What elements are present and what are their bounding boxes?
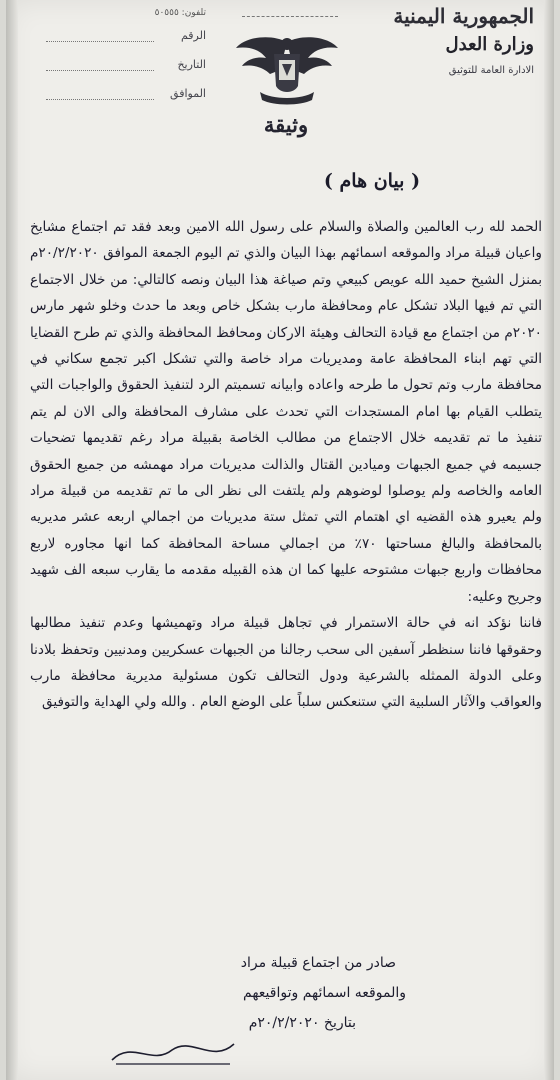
phone-number: تلفون: ٥٠٥٥٥ [154, 8, 206, 18]
letterhead-fields [46, 8, 206, 111]
department-name: الادارة العامة للتوثيق [448, 65, 534, 76]
top-stamp-line [242, 2, 338, 17]
field-date-label: التاريخ [177, 57, 206, 71]
country-name: الجمهورية اليمنية [393, 4, 534, 28]
statement-body [30, 214, 542, 716]
field-attachments-label: الموافق [170, 86, 206, 100]
field-attachments-line [46, 87, 154, 100]
field-date-line [46, 58, 154, 71]
letterhead-right [364, 4, 534, 76]
statement-heading: ( بيان هام ) [323, 170, 421, 192]
signature-line-2: والموقعه اسمائهم وتواقيعهم [243, 985, 406, 1001]
paper-edge-right [544, 0, 554, 1080]
field-attachments [46, 82, 206, 104]
signature-flourish-icon [102, 1030, 242, 1070]
field-number-label: الرقم [180, 28, 206, 42]
field-number-line [46, 29, 154, 42]
field-number [46, 24, 206, 46]
signature-line-1: صادر من اجتماع قبيلة مراد [240, 955, 396, 971]
signature-block [96, 948, 456, 1038]
paper-edge-left [6, 0, 18, 1080]
signature-line-3: بتاريخ ٢٠/٢/٢٠٢٠م [248, 1015, 356, 1031]
eagle-emblem-icon [232, 30, 342, 110]
ministry-name: وزارة العدل [445, 34, 534, 55]
statement-paragraph-1: الحمد لله رب العالمين والصلاة والسلام على رسول الله الامين وبعد فقد تم اجتماع مشايخ واعيان قبيلة مراد والموقعه اسمائهم بهذا البيان والذي تم اليوم الجمعة الموافق ٢٠/٢/٢٠٢٠م بمنزل الشيخ حميد الله عويص كبيعي وتم صياغة هذا البيان ونصه كالتالي: من خلال الاجتماع التي تم فيها البلاد تشكل عام ومحافظة مارب بشكل خاص وبعد ما حدث وخلو شهر مارس ٢٠٢٠م من اجتماع مع قيادة التحالف وهيئة الاركان ومحافظ المحافظة والذي تم طرح القضايا التي تهم ابناء المحافظة عامة ومديريات مراد خاصة والتي تشكل اكبر تجمع سكاني في محافظة مارب وتم تحول ما طرحه واعاده وابيانه تسميتم الرد لتنفيذ الحقوق والواجبات التي يتطلب القيام بها امام المستجدات التي تحدث على مشارف المحافظة والى الان لم يتم تنفيذ ما تم تقديمه خلال الاجتماع من مطالب الخاصة بقبيلة مراد رغم تقديمها تضحيات جسيمه في جميع الجبهات وميادين القتال والذالت مديريات مراد مهمشه من جميع الحقوق العامه والخاصه ولم يوصلوا لوضوهم ولم يلتفت الى نظر الى ما تم تقديمه من قبيلة مراد ولم يعيرو هذه القضيه اي اهتمام التي تمثل ستة مديريات من اجمالي اربعه عشر مديريه بالمحافظة والبالغ مساحتها ٧٠٪ من اجمالي مساحة المحافظة كما انها مجاوره لاربع محافظات واربع جبهات مشتوحه عليها كما ان هذه القبيله مقدمه ما يقارب سبعه الف شهيد وجريح وعليه: [30, 219, 542, 605]
field-date [46, 53, 206, 75]
statement-paragraph-2: فاننا نؤكد انه في حالة الاستمرار في تجاهل قبيلة مراد وتهميشها وعدم تنفيذ مطالبها وحقوقها فاننا سنظطر آسفين الى سحب رجالنا من الجبهات عسكريين ومدنيين وتحفظ بلادنا وعلى الدولة الممثله بالشرعية ودول التحالف تكون مسئولية مديرية محافظة مارب والعواقب والآثار السلبية التي ستنعكس سلباً على الوضع العام . والله ولي الهداية والتوفيق [30, 615, 542, 711]
document-sheet [6, 0, 554, 1080]
document-label: وثيقة [263, 112, 309, 137]
